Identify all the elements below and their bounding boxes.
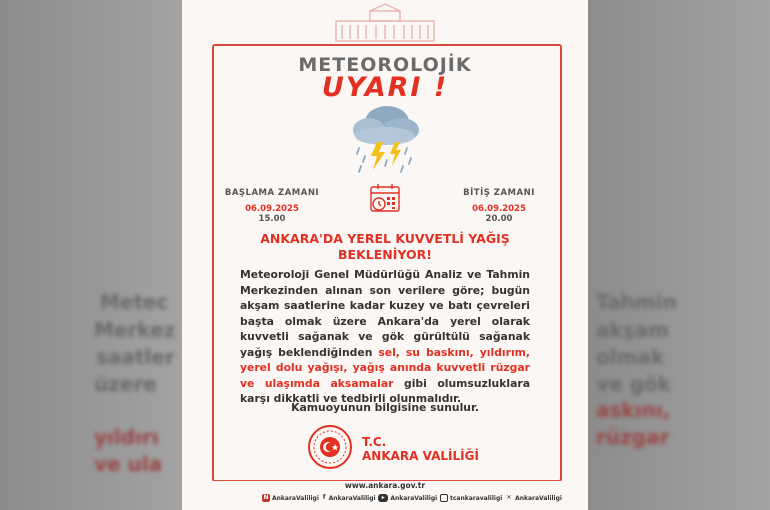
instagram-icon [440,494,448,502]
blurred-background-left [0,0,182,510]
start-label: BAŞLAMA ZAMANI [224,188,320,198]
blurred-text: saatler [96,345,175,369]
social-handle: AnkaraValiligi [390,494,438,502]
social-youtube[interactable] [378,494,437,502]
social-instagram[interactable] [440,494,502,502]
website-link[interactable]: www.ankara.gov.tr [182,481,588,490]
end-date: 06.09.2025 [472,204,526,214]
end-time-block [444,188,554,224]
social-handle: tcankaravaliligi [449,494,503,502]
x-icon: ✕ [506,494,512,501]
blurred-text: Metec [100,290,169,314]
body-warning-highlight: sel, su baskını, yıldırım, yerel dolu yağışı, yağış anında kuvvetli rüzgar ve ulaşımda aksamalar [240,345,530,390]
blurred-text: Tahmin [596,290,677,314]
social-handle: AnkaraValiligi [515,494,562,502]
facebook-icon: f [322,494,326,501]
body-text: Meteoroloji Genel Müdürlüğü Analiz ve Tahmin Merkezinden alınan son verilere göre; bugün akşam saatlerine kadar kuzey ve batı çevreleri başta olmak üzere Ankara'da yerel olarak kuvvetli sağanak ve gök gürültülü sağanak yağış beklendiğinden [240,268,530,359]
warning-poster [182,0,588,510]
blurred-text: yıldırı [94,425,159,449]
end-time: 20.00 [485,214,513,224]
body-paragraph [240,267,530,407]
end-label: BİTİŞ ZAMANI [463,188,535,198]
social-x[interactable] [505,494,562,502]
closing-statement: Kamuoyunun bilgisine sunulur. [291,401,479,414]
calendar-clock-icon [368,183,402,213]
institution-name: ANKARA VALİLİĞİ [362,449,479,463]
title-uyari: UYARI ! [321,72,449,103]
blurred-background-right [588,0,770,510]
social-facebook[interactable] [322,494,376,502]
headline-line-2: BEKLENİYOR! [338,247,432,262]
blurred-text: üzere [94,372,157,396]
start-time: 15.00 [258,214,286,224]
start-time-block [217,188,327,224]
blurred-text: ve gök [596,372,671,396]
social-handle: AnkaraValiligi [272,494,319,502]
headline [222,231,548,263]
youtube-icon: ▸ [378,494,388,502]
blurred-text: askını, [596,398,671,422]
blurred-text: akşam [596,318,670,342]
start-date: 06.09.2025 [245,204,299,214]
blurred-text: olmak [596,345,665,369]
headline-line-1: ANKARA'DA YEREL KUVVETLİ YAĞIŞ [260,231,510,246]
social-nsosyal[interactable] [262,494,319,502]
social-handle: AnkaraValiligi [328,494,376,502]
parliament-building-icon [332,3,438,43]
body-text-end: gibi olumsuzluklara karşı dikkatli ve tedbirli olunmalıdır. [240,376,530,405]
institution-tc: T.C. [362,435,387,449]
nsosyal-icon: N [263,494,269,501]
blurred-text: rüzgar [596,425,670,449]
blurred-text: ve ula [94,452,163,476]
title-meteorolojik: METEOROLOJİK [298,54,472,76]
social-links [262,494,562,502]
governorship-seal-icon [307,424,353,470]
storm-cloud-icon [347,100,423,178]
blurred-text: Merkez [94,318,176,342]
